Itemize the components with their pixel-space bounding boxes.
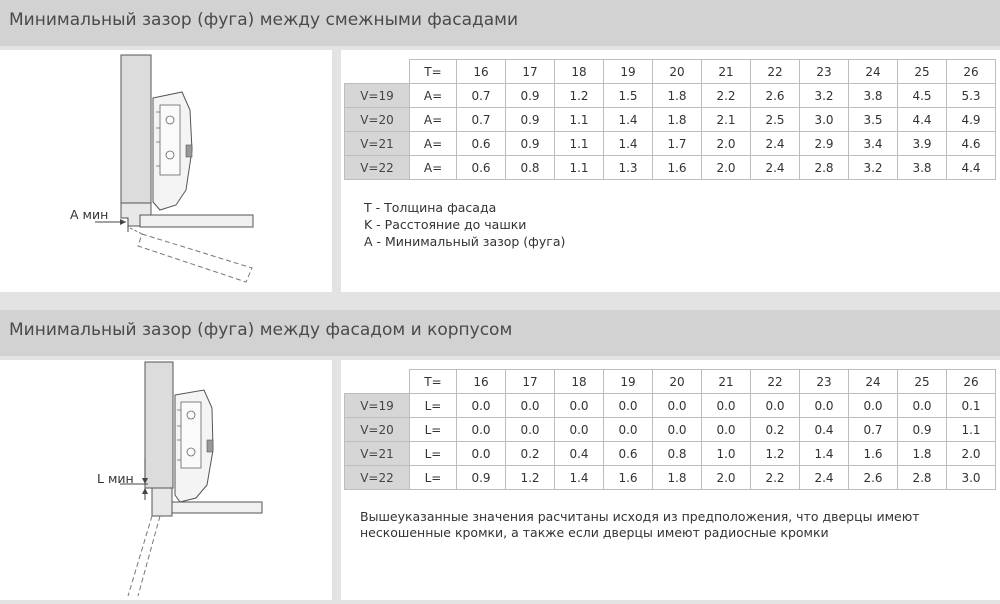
table-cell: 0.6	[457, 132, 506, 156]
legend-item-t: T - Толщина фасада	[364, 200, 497, 215]
table-cell: 1.8	[653, 84, 702, 108]
l-min-label: L мин	[97, 471, 134, 486]
table-cell: 0.0	[457, 418, 506, 442]
column-header-cell: 16	[457, 370, 506, 394]
column-header-cell: 23	[800, 60, 849, 84]
table-cell: 2.1	[702, 108, 751, 132]
table-cell: 1.0	[702, 442, 751, 466]
table-cell: 4.4	[898, 108, 947, 132]
table-cell: 0.8	[506, 156, 555, 180]
table-cell: 2.6	[849, 466, 898, 490]
column-header-cell: 21	[702, 60, 751, 84]
legend-adjacent	[364, 199, 565, 250]
row-label-key: A=	[410, 108, 457, 132]
table-cell: 0.0	[506, 394, 555, 418]
column-header-cell: 20	[653, 60, 702, 84]
hinge-diagram-body	[0, 360, 332, 600]
row-label-v: V=21	[345, 442, 410, 466]
row-label-key: L=	[410, 466, 457, 490]
table-cell: 2.4	[751, 132, 800, 156]
table-row	[345, 84, 996, 108]
table-cell: 2.0	[702, 466, 751, 490]
table-cell: 2.0	[702, 156, 751, 180]
row-label-v: V=19	[345, 394, 410, 418]
table-cell: 2.5	[751, 108, 800, 132]
table-cell: 2.4	[800, 466, 849, 490]
row-label-v: V=19	[345, 84, 410, 108]
column-header-cell: 24	[849, 370, 898, 394]
row-label-key: A=	[410, 156, 457, 180]
column-header-cell: 22	[751, 370, 800, 394]
table-cell: 4.5	[898, 84, 947, 108]
row-label-key: L=	[410, 442, 457, 466]
row-label-v: V=22	[345, 466, 410, 490]
table-cell: 2.0	[702, 132, 751, 156]
diagram-panel-adjacent	[0, 50, 332, 292]
row-label-v: V=20	[345, 108, 410, 132]
table-cell: 0.0	[506, 418, 555, 442]
table-cell: 0.0	[457, 442, 506, 466]
section-title-body: Минимальный зазор (фуга) между фасадом и корпусом	[9, 320, 513, 340]
table-cell: 4.4	[947, 156, 996, 180]
table-cell: 3.9	[898, 132, 947, 156]
column-header-cell: 23	[800, 370, 849, 394]
empty-corner-cell	[345, 370, 410, 394]
table-cell: 2.2	[702, 84, 751, 108]
column-header-cell: 22	[751, 60, 800, 84]
table-cell: 0.0	[849, 394, 898, 418]
table-cell: 1.1	[947, 418, 996, 442]
row-label-v: V=22	[345, 156, 410, 180]
table-cell: 1.6	[653, 156, 702, 180]
table-cell: 0.0	[702, 418, 751, 442]
empty-corner-cell	[345, 60, 410, 84]
table-cell: 1.8	[653, 466, 702, 490]
table-cell: 0.9	[506, 132, 555, 156]
footnote	[360, 509, 920, 541]
column-header-cell: 19	[604, 370, 653, 394]
table-cell: 1.1	[555, 156, 604, 180]
table-row	[345, 418, 996, 442]
column-header-cell: 26	[947, 370, 996, 394]
table-cell: 3.2	[800, 84, 849, 108]
table-cell: 3.4	[849, 132, 898, 156]
table-cell: 2.6	[751, 84, 800, 108]
section-title-adjacent: Минимальный зазор (фуга) между смежными фасадами	[9, 10, 519, 30]
table-cell: 0.1	[947, 394, 996, 418]
table-cell: 1.8	[898, 442, 947, 466]
row-label-key: L=	[410, 418, 457, 442]
table-cell: 4.9	[947, 108, 996, 132]
table-cell: 2.8	[898, 466, 947, 490]
table-cell: 3.8	[898, 156, 947, 180]
table-cell: 0.8	[653, 442, 702, 466]
row-label-v: V=21	[345, 132, 410, 156]
column-header-cell: 18	[555, 370, 604, 394]
table-cell: 2.9	[800, 132, 849, 156]
table-row	[345, 442, 996, 466]
row-label-key: A=	[410, 132, 457, 156]
table-cell: 0.0	[604, 394, 653, 418]
gap-table-adjacent	[344, 59, 996, 180]
row-label-v: V=20	[345, 418, 410, 442]
table-header-row	[345, 370, 996, 394]
table-cell: 1.8	[653, 108, 702, 132]
table-cell: 0.0	[555, 418, 604, 442]
column-header-cell: 17	[506, 60, 555, 84]
table-cell: 0.4	[800, 418, 849, 442]
table-cell: 1.6	[604, 466, 653, 490]
table-cell: 3.8	[849, 84, 898, 108]
legend-item-a: A - Минимальный зазор (фуга)	[364, 234, 566, 249]
table-cell: 1.4	[604, 132, 653, 156]
table-cell: 0.0	[457, 394, 506, 418]
table-row	[345, 394, 996, 418]
column-header-cell: 16	[457, 60, 506, 84]
table-cell: 1.1	[555, 132, 604, 156]
table-cell: 1.5	[604, 84, 653, 108]
table-cell: 0.0	[702, 394, 751, 418]
column-header-cell: 24	[849, 60, 898, 84]
footnote-line-1: Вышеуказанные значения расчитаны исходя из предположения, что дверцы имеют	[360, 509, 920, 524]
row-label-key: L=	[410, 394, 457, 418]
table-cell: 3.0	[800, 108, 849, 132]
table-cell: 3.2	[849, 156, 898, 180]
table-row	[345, 466, 996, 490]
table-cell: 1.3	[604, 156, 653, 180]
table-cell: 1.1	[555, 108, 604, 132]
table-row	[345, 156, 996, 180]
table-cell: 0.9	[506, 108, 555, 132]
table-cell: 0.0	[653, 418, 702, 442]
table-cell: 2.0	[947, 442, 996, 466]
column-header-cell: 18	[555, 60, 604, 84]
table-cell: 1.2	[506, 466, 555, 490]
table-cell: 0.9	[898, 418, 947, 442]
table-cell: 1.4	[800, 442, 849, 466]
table-cell: 0.0	[604, 418, 653, 442]
table-cell: 1.7	[653, 132, 702, 156]
table-cell: 0.9	[457, 466, 506, 490]
column-header-cell: 20	[653, 370, 702, 394]
column-header-cell: 21	[702, 370, 751, 394]
table-cell: 1.4	[604, 108, 653, 132]
table-cell: 1.2	[751, 442, 800, 466]
column-header-cell: 19	[604, 60, 653, 84]
table-row	[345, 108, 996, 132]
table-cell: 0.7	[849, 418, 898, 442]
table-cell: 0.0	[898, 394, 947, 418]
section-header-body	[0, 310, 1000, 356]
row-label-key: A=	[410, 84, 457, 108]
table-cell: 1.6	[849, 442, 898, 466]
table-cell: 1.2	[555, 84, 604, 108]
table-row	[345, 132, 996, 156]
table-cell: 4.6	[947, 132, 996, 156]
column-header-cell: 25	[898, 60, 947, 84]
table-cell: 0.7	[457, 84, 506, 108]
column-header-cell: 25	[898, 370, 947, 394]
table-cell: 2.2	[751, 466, 800, 490]
table-cell: 0.7	[457, 108, 506, 132]
section-header-adjacent	[0, 0, 1000, 46]
table-cell: 2.4	[751, 156, 800, 180]
table-cell: 0.6	[604, 442, 653, 466]
table-cell: 2.8	[800, 156, 849, 180]
hinge-diagram-adjacent	[0, 50, 332, 292]
a-min-label: А мин	[70, 207, 109, 222]
table-cell: 1.4	[555, 466, 604, 490]
legend-item-k: K - Расстояние до чашки	[364, 217, 527, 232]
table-cell: 3.5	[849, 108, 898, 132]
thickness-header-cell: T=	[410, 370, 457, 394]
table-cell: 0.0	[800, 394, 849, 418]
table-cell: 0.4	[555, 442, 604, 466]
table-cell: 0.9	[506, 84, 555, 108]
footnote-line-2: нескошенные кромки, а также если дверцы имеют радиосные кромки	[360, 525, 829, 540]
thickness-header-cell: T=	[410, 60, 457, 84]
table-cell: 0.2	[751, 418, 800, 442]
gap-table-body	[344, 369, 996, 490]
table-cell: 0.0	[653, 394, 702, 418]
table-cell: 0.2	[506, 442, 555, 466]
column-header-cell: 26	[947, 60, 996, 84]
table-cell: 5.3	[947, 84, 996, 108]
table-header-row	[345, 60, 996, 84]
table-cell: 0.0	[555, 394, 604, 418]
column-header-cell: 17	[506, 370, 555, 394]
diagram-panel-body	[0, 360, 332, 600]
table-cell: 3.0	[947, 466, 996, 490]
table-cell: 0.6	[457, 156, 506, 180]
table-cell: 0.0	[751, 394, 800, 418]
